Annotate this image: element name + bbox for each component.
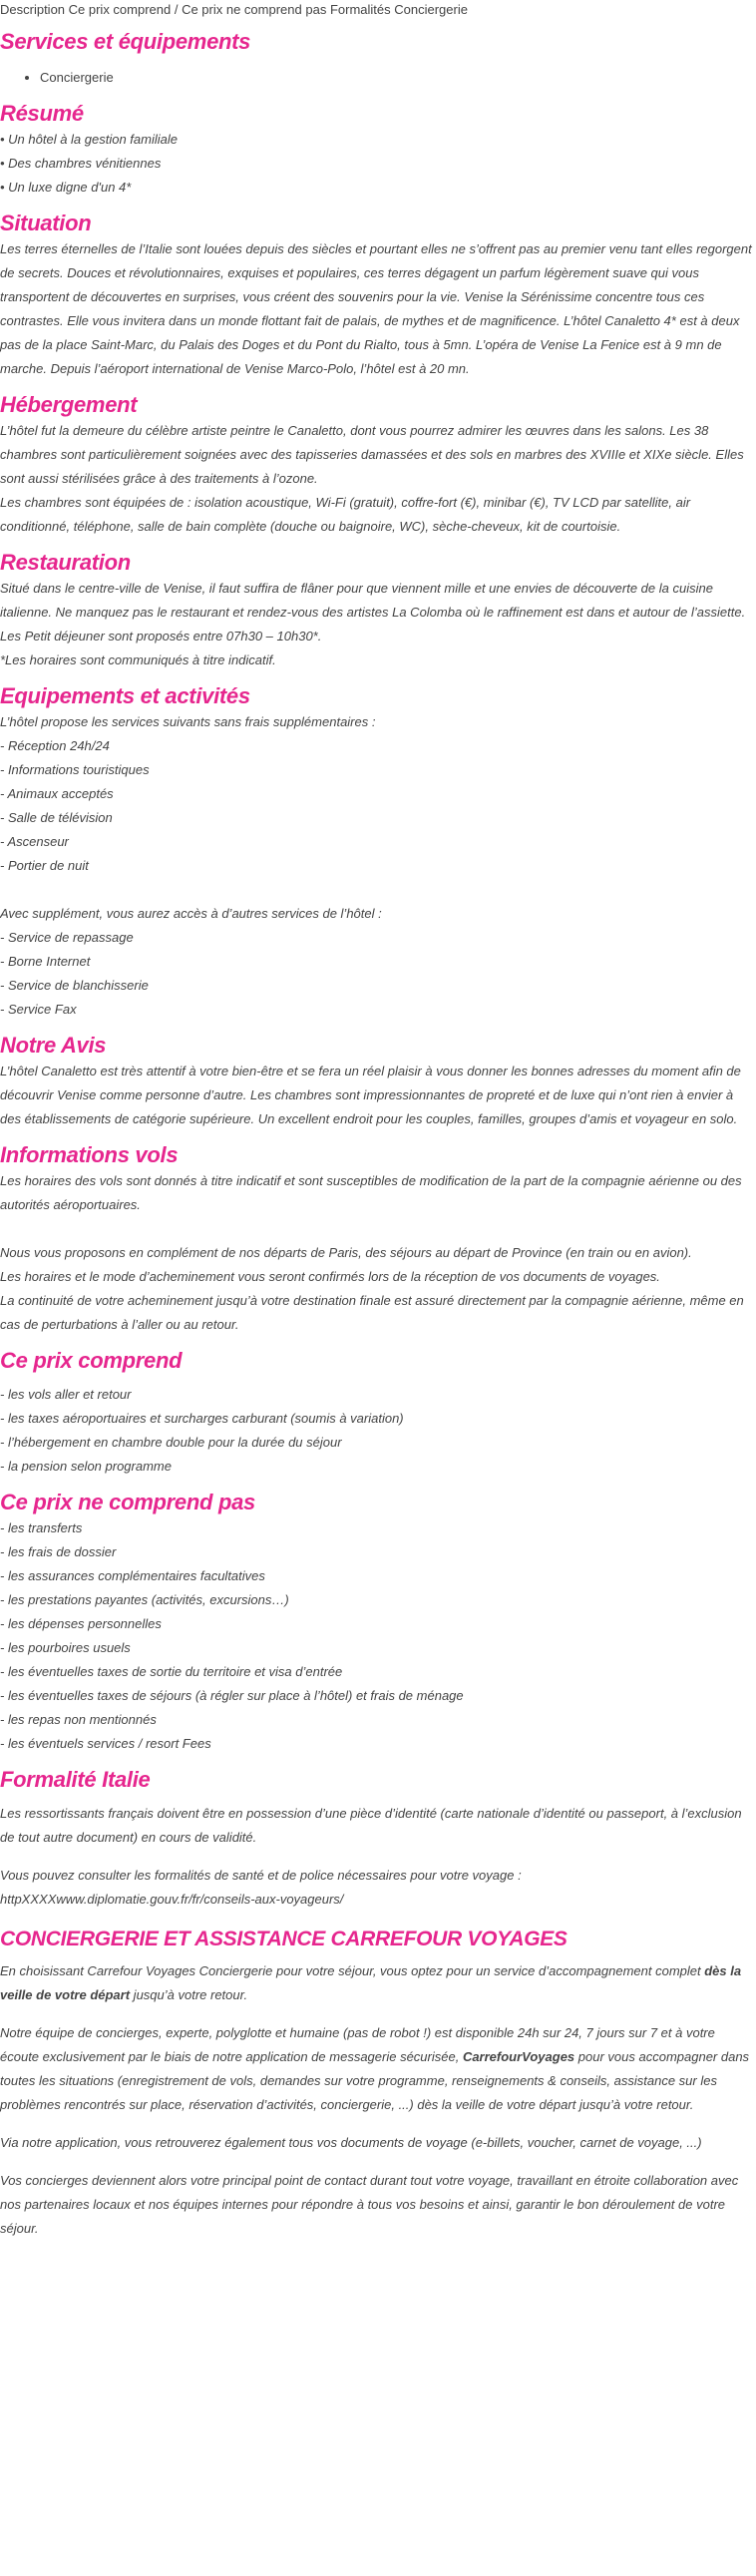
restauration-title: Restauration (0, 550, 131, 575)
comprend-section (0, 1347, 756, 1479)
avis-section (0, 1032, 756, 1131)
ne-comprend-item: - les repas non mentionnés (0, 1712, 157, 1727)
conciergerie-team (0, 2021, 756, 2117)
vols-text: Les horaires des vols sont donnés à titre indicatif et sont susceptibles de modification de la part de la compagnie aérienne ou des autorités aéroportuaires. (0, 1173, 742, 1212)
paid-service-item: - Service Fax (0, 1002, 77, 1017)
equipements-section (0, 682, 756, 1022)
tab-formalites[interactable]: Formalités (329, 2, 395, 17)
hours-note: *Les horaires sont communiqués à titre indicatif. (0, 652, 276, 667)
services-item: • Conciergerie (40, 66, 756, 90)
resume-line: • Un hôtel à la gestion familiale (0, 132, 178, 147)
ne-comprend-section (0, 1489, 756, 1756)
comprend-item: - les vols aller et retour (0, 1387, 132, 1402)
tab-conciergerie[interactable]: Conciergerie (394, 2, 468, 17)
ne-comprend-item: - les assurances complémentaires facultatives (0, 1568, 265, 1583)
vols-text: Nous vous proposons en complément de nos départs de Paris, des séjours au départ de Province (en train ou en avion). (0, 1245, 692, 1260)
resume-section (0, 100, 756, 210)
paid-service-item: - Service de repassage (0, 930, 134, 945)
situation-title: Situation (0, 211, 92, 235)
paid-service-item: - Borne Internet (0, 954, 91, 969)
conciergerie-intro (0, 1959, 756, 2007)
ne-comprend-item: - les éventuelles taxes de sortie du territoire et visa d’entrée (0, 1664, 343, 1679)
hebergement-text: L’hôtel fut la demeure du célèbre artiste peintre le Canaletto, dont vous pourrez admirer les œuvres dans les salons. Les 38 chambres sont particulièrement soignées avec des tapisseries damassées et des sols en marbres des XVIIIe et XIXe siècle. Elles sont aussi stérilisées grâce à des traitements à l’ozone. (0, 423, 744, 486)
conciergerie-team-text: Notre équipe de concierges, experte, polyglotte et humaine (pas de robot !) est disponible 24h sur 24, 7 jours sur 7 et à votre écoute exclusivement par le biais de notre application de messagerie sécurisée, (0, 2025, 715, 2064)
hebergement-section (0, 391, 756, 539)
vols-section (0, 1141, 756, 1337)
conciergerie-app-name: CarrefourVoyages (462, 2049, 575, 2064)
avis-text: L’hôtel Canaletto est très attentif à votre bien-être et se fera un réel plaisir à vous donner les bonnes adresses du moment afin de découvrir Venise comme personne d’autre. Les chambres sont impressionnantes de propreté et de luxe qui n’ont rien à envier à des établissements de catégorie supérieure. Un excellent endroit pour les couples, familles, groupes d’amis et voyageur en solo. (0, 1064, 741, 1126)
services-list (0, 66, 756, 90)
ne-comprend-item: - les dépenses personnelles (0, 1616, 162, 1631)
resume-line: • Des chambres vénitiennes (0, 156, 162, 171)
paid-services-intro: Avec supplément, vous aurez accès à d’autres services de l’hôtel : (0, 906, 382, 921)
avis-title: Notre Avis (0, 1033, 107, 1058)
conciergerie-title: CONCIERGERIE ET ASSISTANCE CARREFOUR VOYAGES (0, 1928, 567, 1950)
vols-text: Les horaires et le mode d’acheminement vous seront confirmés lors de la réception de vos documents de voyages. (0, 1269, 660, 1284)
conciergerie-section (0, 1926, 756, 2241)
ne-comprend-item: - les transferts (0, 1520, 83, 1535)
formalite-section (0, 1766, 756, 1912)
resume-line: • Un luxe digne d'un 4* (0, 180, 132, 195)
hebergement-title: Hébergement (0, 392, 138, 417)
ne-comprend-item: - les éventuels services / resort Fees (0, 1736, 211, 1751)
free-service-item: - Salle de télévision (0, 810, 113, 825)
ne-comprend-title: Ce prix ne comprend pas (0, 1490, 255, 1514)
formalite-title: Formalité Italie (0, 1767, 151, 1792)
formalite-text: Les ressortissants français doivent être en possession d’une pièce d’identité (carte nationale d’identité ou passeport, à l’exclusion de tout autre document) en cours de validité. (0, 1806, 742, 1845)
services-title: Services et équipements (0, 29, 251, 54)
comprend-title: Ce prix comprend (0, 1348, 183, 1373)
hebergement-equipment-text: Les chambres sont équipées de : isolation acoustique, Wi-Fi (gratuit), coffre-fort (€), minibar (€), TV LCD par satellite, air conditionné, téléphone, salle de bain complète (douche ou baignoire, WC), sèche-cheveux, kit de courtoisie. (0, 495, 691, 534)
tab-bar (0, 0, 756, 20)
conciergerie-intro-bold: dès la veille de votre départ (0, 1963, 742, 2002)
ne-comprend-item: - les pourboires usuels (0, 1640, 131, 1655)
conciergerie-contact: Vos concierges deviennent alors votre principal point de contact durant tout votre voyage, travaillant en étroite collaboration avec nos partenaires locaux et nos équipes internes pour répondre à tous vos besoins et ainsi, garantir le bon déroulement de votre séjour. (0, 2173, 739, 2236)
situation-text: Les terres éternelles de l’Italie sont louées depuis des siècles et pourtant elles ne s’offrent pas au premier venu tant elles regorgent de secrets. Douces et révolutionnaires, exquises et populaires, ces terres dégagent un parfum légèrement suave qui vous transportent de découvertes en surprises, vous créent des souvenirs pour la vie. Venise la Sérénissime concentre tous ces contrastes. Elle vous invitera dans un monde flottant fait de palais, de mythes et de magnificence. L’hôtel Canaletto 4* est à deux pas de la place Saint-Marc, du Palais des Doges et du Pont du Rialto, tous à 5mn. L’opéra de Venise La Fenice est à 9 mn de marche. Depuis l’aéroport international de Venise Marco-Polo, l’hôtel est à 20 mn. (0, 241, 752, 376)
free-service-item: - Animaux acceptés (0, 786, 114, 801)
equipements-intro: L’hôtel propose les services suivants sans frais supplémentaires : (0, 714, 376, 729)
restauration-text: Situé dans le centre-ville de Venise, il faut suffira de flâner pour que viennent mille et une envies de découverte de la cuisine italienne. Ne manquez pas le restaurant et rendez-vous des artistes La Colomba où le raffinement est dans et autour de l’assiette. (0, 581, 746, 620)
free-service-item: - Réception 24h/24 (0, 738, 110, 753)
resume-title: Résumé (0, 101, 84, 126)
services-section (0, 28, 756, 90)
vols-title: Informations vols (0, 1142, 179, 1167)
conciergerie-intro-text-end: jusqu’à votre retour. (130, 1987, 248, 2002)
tab-prix[interactable]: Ce prix comprend / Ce prix ne comprend pas (68, 2, 330, 17)
conciergerie-documents: Via notre application, vous retrouverez également tous vos documents de voyage (e-billets, voucher, carnet de voyage, ...) (0, 2135, 702, 2150)
free-service-item: - Informations touristiques (0, 762, 150, 777)
breakfast-hours: Les Petit déjeuner sont proposés entre 07h30 – 10h30*. (0, 629, 322, 644)
situation-section (0, 210, 756, 381)
free-service-item: - Ascenseur (0, 834, 69, 849)
restauration-section (0, 549, 756, 672)
paid-service-item: - Service de blanchisserie (0, 978, 149, 993)
equipements-title: Equipements et activités (0, 683, 250, 708)
comprend-item: - les taxes aéroportuaires et surcharges carburant (soumis à variation) (0, 1411, 404, 1426)
conciergerie-team-text-end: pour vous accompagner dans toutes les situations (enregistrement de vols, demandes sur votre programme, renseignements & conseils, assistance sur les problèmes rencontrés sur place, réservation d’activités, conciergerie, ...) dès la veille de votre départ jusqu’à votre retour. (0, 2049, 750, 2112)
conciergerie-intro-text: En choisissant Carrefour Voyages Conciergerie pour votre séjour, vous optez pour un service d’accompagnement complet (0, 1963, 705, 1978)
ne-comprend-item: - les éventuelles taxes de séjours (à régler sur place à l’hôtel) et frais de ménage (0, 1688, 464, 1703)
free-service-item: - Portier de nuit (0, 858, 89, 873)
vols-text: La continuité de votre acheminement jusqu’à votre destination finale est assuré directement par la compagnie aérienne, même en cas de perturbations à l’aller ou au retour. (0, 1293, 744, 1332)
comprend-item: - la pension selon programme (0, 1459, 172, 1474)
ne-comprend-item: - les frais de dossier (0, 1544, 117, 1559)
comprend-item: - l’hébergement en chambre double pour la durée du séjour (0, 1435, 342, 1450)
diplomatie-link[interactable]: httpXXXXwww.diplomatie.gouv.fr/fr/conseils-aux-voyageurs/ (0, 1892, 344, 1907)
ne-comprend-item: - les prestations payantes (activités, excursions…) (0, 1592, 289, 1607)
formalite-consult-text: Vous pouvez consulter les formalités de santé et de police nécessaires pour votre voyage : (0, 1868, 522, 1883)
tab-description[interactable]: Description (0, 2, 69, 17)
